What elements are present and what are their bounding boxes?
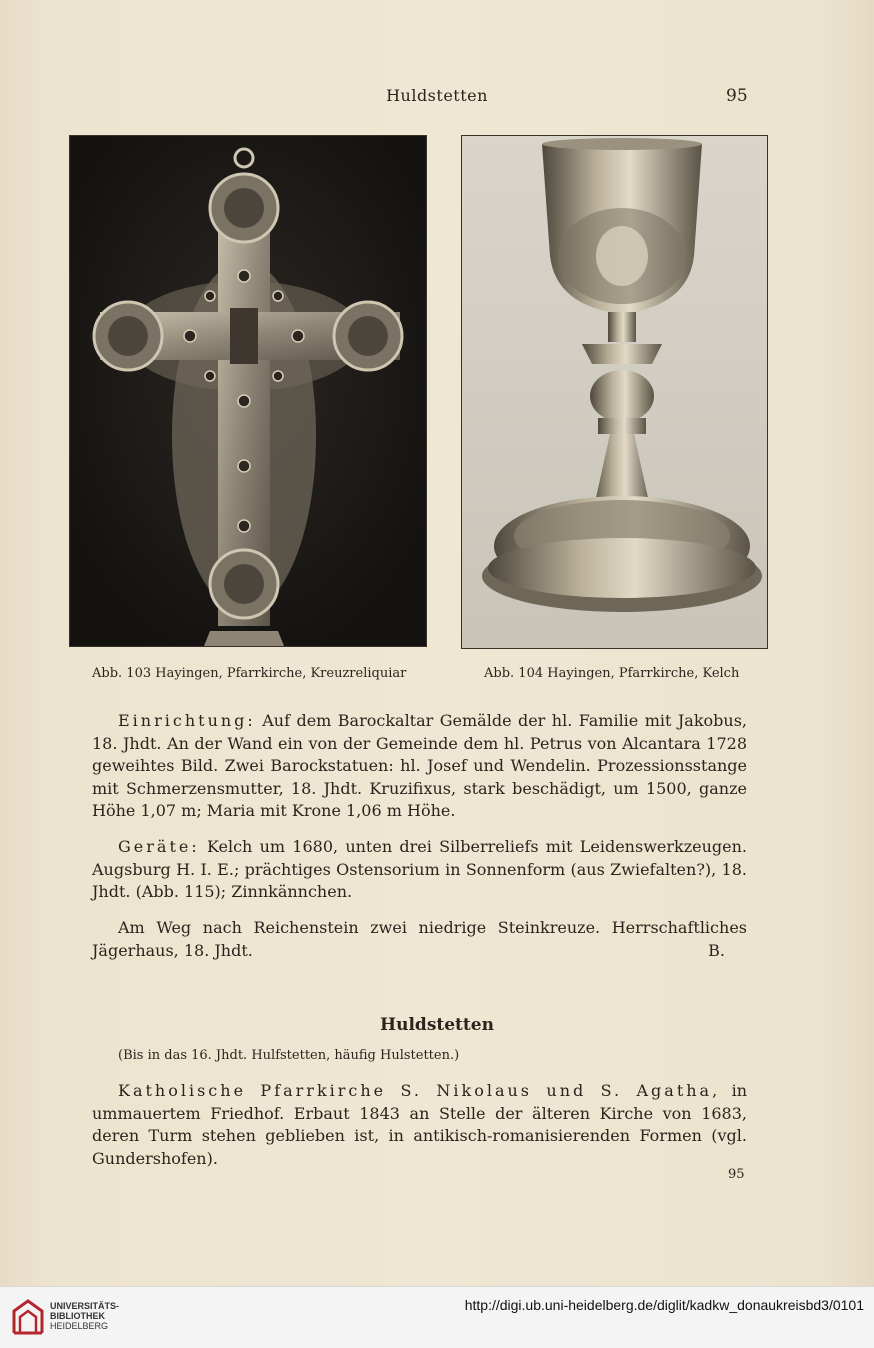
paragraph-body: Auf dem Barockaltar Gemälde der hl. Familie mit Jakobus, 18. Jhdt. An der Wand ein von der Gemeinde dem hl. Petrus von Alcantara 1728 geweihtes Bild. Zwei Barockstatuen: hl. Josef und Wendelin. Prozessionsstange mit Schmerzensmutter, 18. Jhdt. Kruzifixus, stark beschädigt, um 1500, ganze Höhe 1,07 m; Maria mit Krone 1,06 m Höhe. — [92, 711, 747, 821]
paragraph-kirche — [92, 1080, 747, 1170]
library-name-line3: HEIDELBERG — [50, 1321, 109, 1331]
paragraph-body: Kelch um 1680, unten drei Silberreliefs mit Leidenswerkzeugen. Augsburg H. I. E.; prächtiges Ostensorium in Sonnenform (aus Zwiefalten?), 18. Jhdt. (Abb. 115); Zinnkännchen. — [92, 837, 747, 902]
page-number-top: 95 — [726, 86, 748, 106]
running-head: Huldstetten — [386, 86, 488, 105]
paragraph-lead: Katholische Pfarrkirche S. Nikolaus und S. Agatha, — [118, 1081, 721, 1100]
library-name[interactable] — [50, 1301, 119, 1331]
library-name-line2: BIBLIOTHEK — [50, 1311, 105, 1321]
paragraph-einrichtung — [92, 710, 747, 823]
figure-caption-right: Abb. 104 Hayingen, Pfarrkirche, Kelch — [484, 666, 740, 681]
figure-reliquary-cross — [69, 135, 427, 647]
paragraph-lead: Einrichtung: — [118, 711, 256, 730]
section-heading: Huldstetten — [380, 1015, 494, 1035]
viewer-footer-bar — [0, 1286, 874, 1348]
paragraph-geraete — [92, 836, 747, 904]
page-number-bottom: 95 — [728, 1167, 745, 1182]
paragraph-body: in ummauertem Friedhof. Erbaut 1843 an Stelle der älteren Kirche von 1683, deren Turm stehen geblieben ist, in antikisch-romanisierenden Formen (vgl. Gundershofen). — [92, 1081, 747, 1168]
paragraph-body: Am Weg nach Reichenstein zwei niedrige Steinkreuze. Herrschaftliches Jägerhaus, 18. Jhdt. — [92, 918, 747, 960]
paragraph-lead: Geräte: — [118, 837, 200, 856]
paragraph-weg — [92, 917, 747, 962]
university-library-logo-icon[interactable] — [10, 1297, 46, 1337]
library-name-line1: UNIVERSITÄTS- — [50, 1301, 120, 1311]
permalink-url[interactable]: http://digi.ub.uni-heidelberg.de/diglit/kadkw_donaukreisbd3/0101 — [464, 1297, 864, 1313]
section-subtitle: (Bis in das 16. Jhdt. Hulfstetten, häufig Hulstetten.) — [118, 1048, 460, 1063]
figure-caption-left: Abb. 103 Hayingen, Pfarrkirche, Kreuzreliquiar — [92, 666, 407, 681]
author-signature: B. — [708, 940, 725, 960]
figure-chalice — [461, 135, 768, 649]
